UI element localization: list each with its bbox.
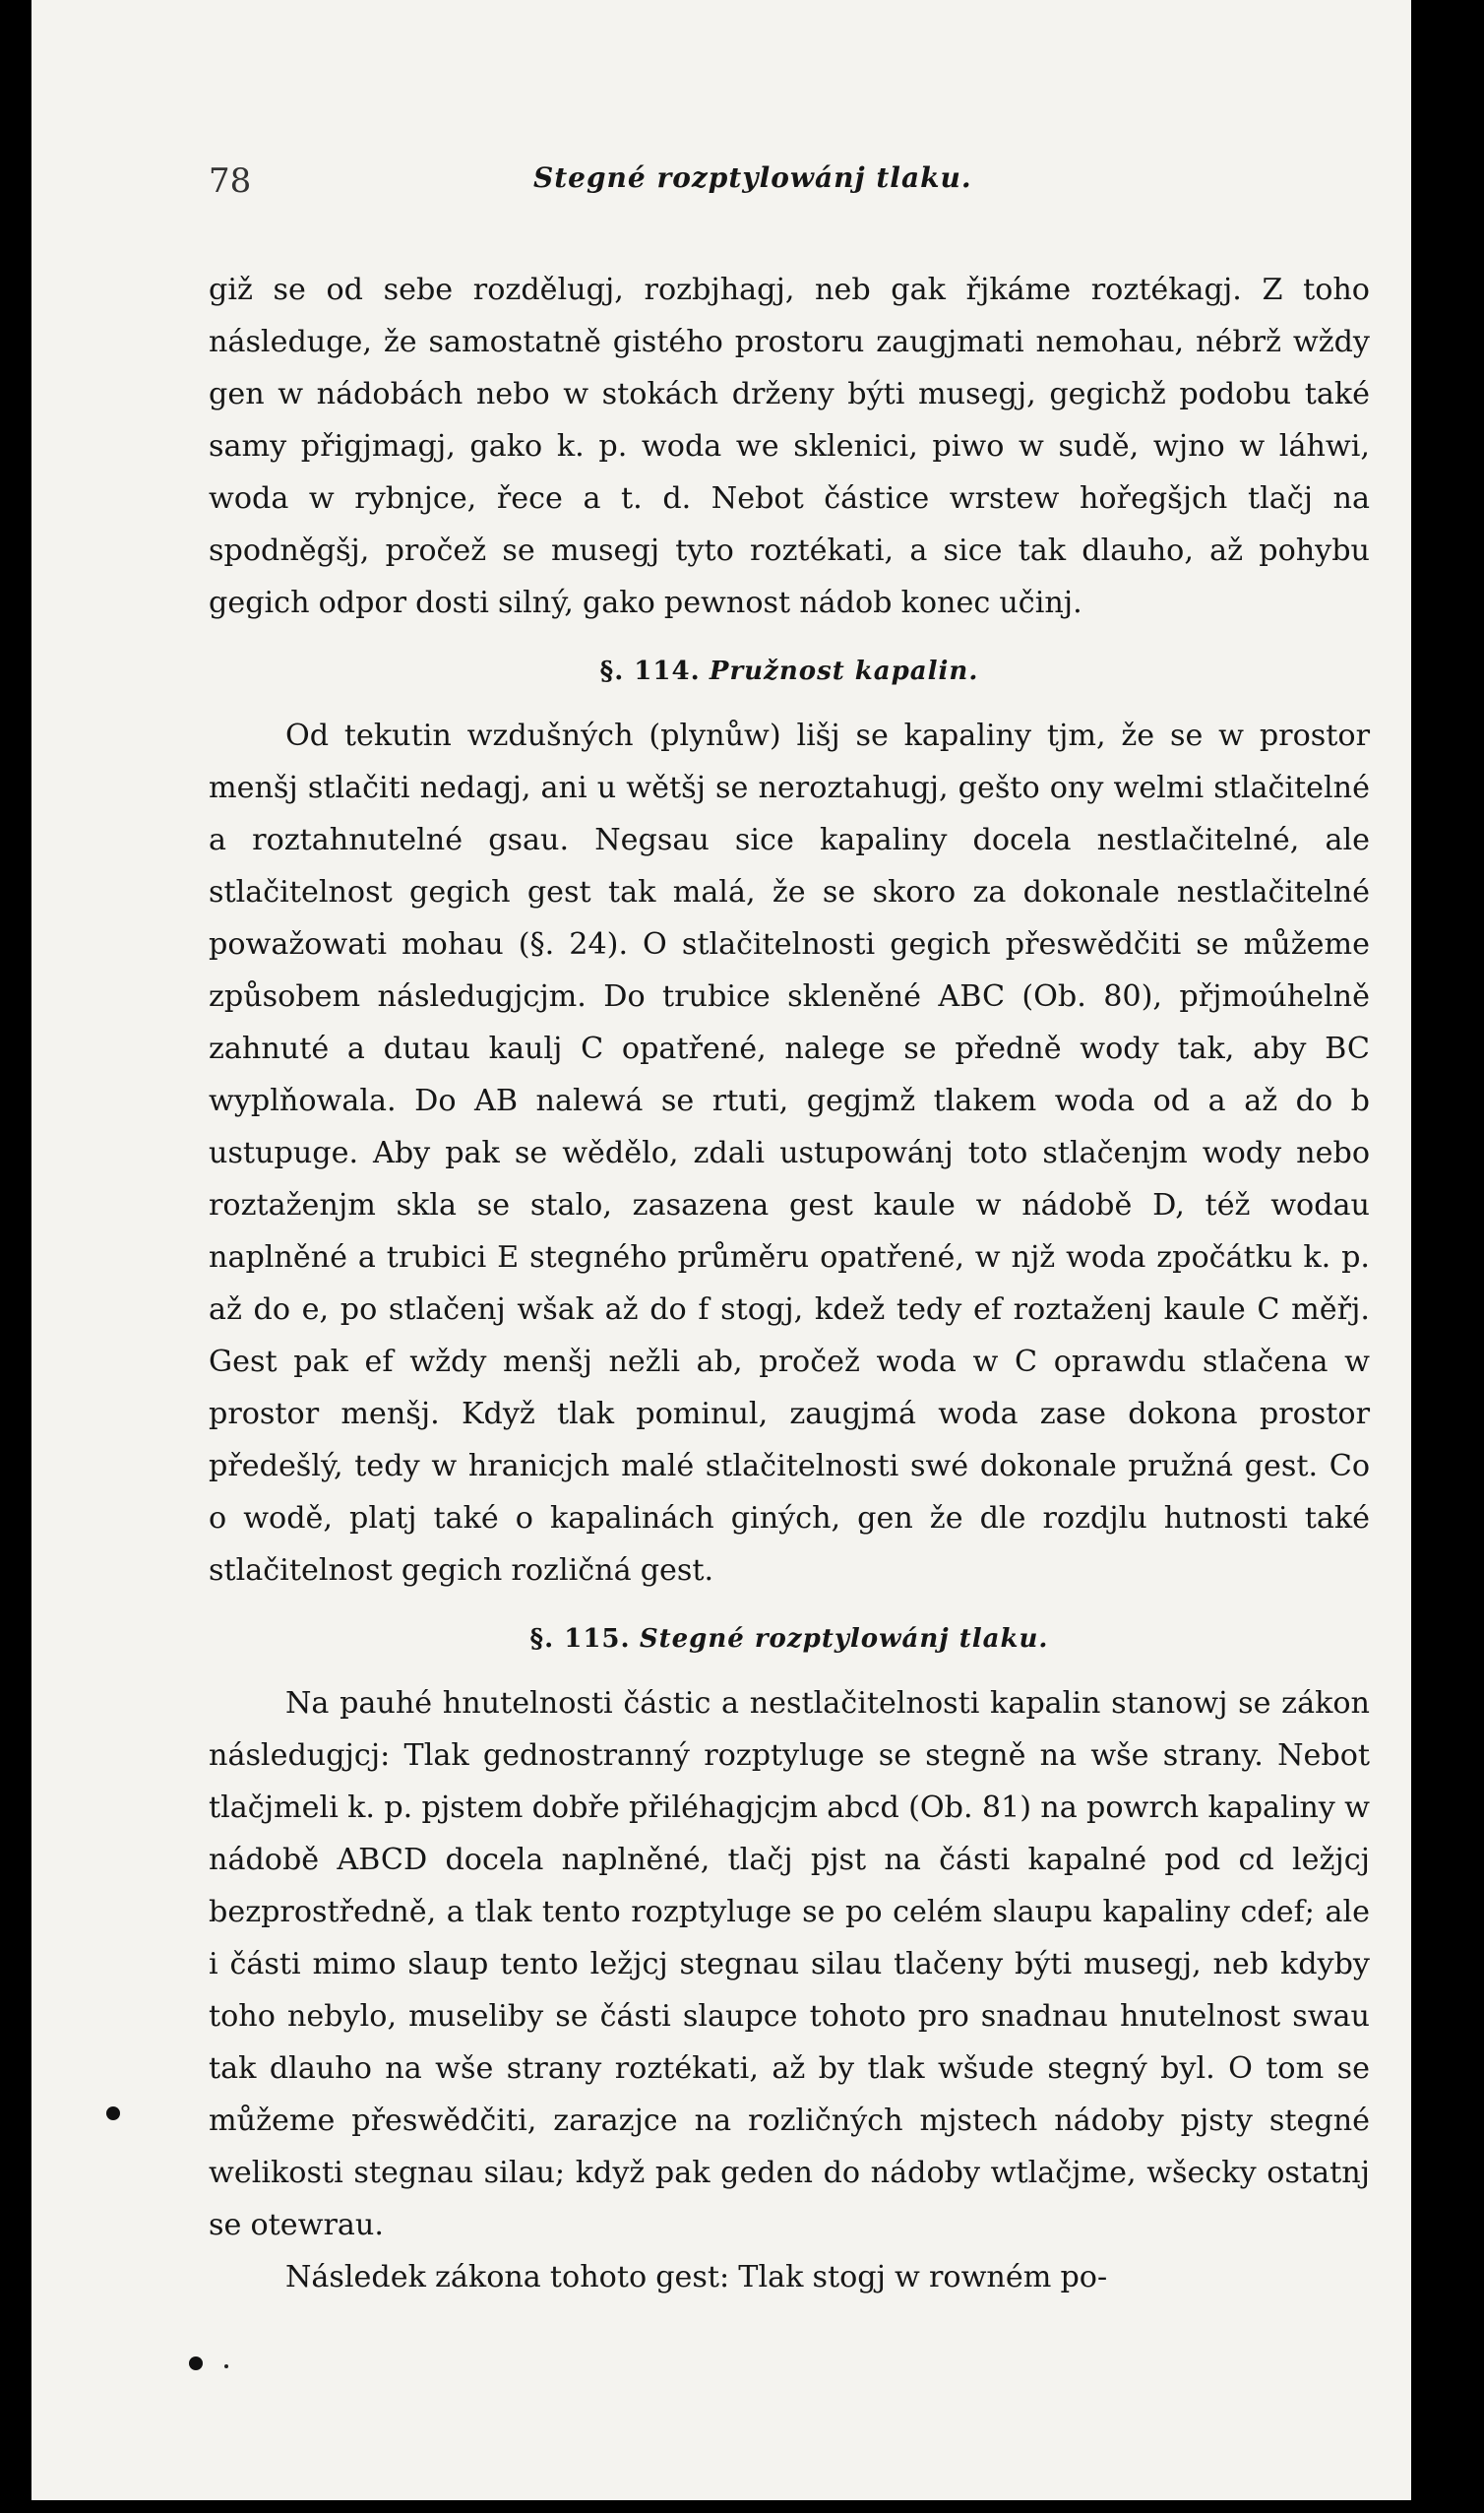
section-heading-114 — [209, 647, 1370, 696]
page-text-block — [209, 157, 1370, 2303]
ink-speck-mark — [224, 2364, 228, 2368]
section-title: Pružnost kapalin. — [709, 657, 979, 686]
paragraph-consequence: Následek zákona tohoto gest: Tlak stogj w rowném po- — [285, 2260, 1108, 2294]
running-head — [209, 157, 1370, 217]
ink-spot-mark — [189, 2356, 203, 2370]
page-number: 78 — [209, 161, 252, 201]
paragraph-elasticity: Od tekutin wzdušných (plynůw) lišj se kapaliny tjm, že se w prostor menšj stlačiti nedagj, ani u wětšj se neroztahugj, gešto ony welmi stlačitelné a roztahnutelné gsau. Negsau sice kapaliny docela nestlačitelné, ale stlačitelnost gegich gest tak malá, že se skoro za dokonale nestlačitelné powažowati mohau (§. 24). O stlačitelnosti gegich přeswědčiti se můžeme způsobem následugjcjm. Do trubice skleněné ABC (Ob. 80), přjmoúhelně zahnuté a dutau kaulj C opatřené, nalege se předně wody tak, aby BC wyplňowala. Do AB nalewá se rtuti, gegjmž tlakem woda od a až do b ustupuge. Aby pak se wědělo, zdali ustupowánj toto stlačenjm wody nebo roztaženjm skla se stalo, zasazena gest kaule w nádobě D, též wodau naplněné a trubici E stegného průměru opatřené, w njž woda zpočátku k. p. až do e, po stlačenj wšak až do f stogj, kdež tedy ef roztaženj kaule C měřj. Gest pak ef wždy menšj nežli ab, pročež woda w C oprawdu stlačena w prostor menšj. Když tlak pominul, zaugjmá woda zase dokona prostor předešlý, tedy w hranicjch malé stlačitelnosti swé dokonale pružná gest. Co o wodě, platj také o kapalinách giných, gen že dle rozdjlu hutnosti také stlačitelnost gegich rozličná gest. — [209, 719, 1370, 1588]
section-number: §. 114. — [599, 657, 701, 686]
section-number: §. 115. — [529, 1624, 631, 1654]
section-title: Stegné rozptylowánj tlaku. — [639, 1624, 1049, 1654]
paragraph-pressure-law: Na pauhé hnutelnosti částic a nestlačitelnosti kapalin stanowj se zákon následugjcj: Tlak gednostranný rozptyluge se stegně na wše strany. Nebot tlačjmeli k. p. pjstem dobře přiléhagjcjm abcd (Ob. 81) na powrch kapaliny w nádobě ABCD docela naplněné, tlačj pjst na části kapalné pod cd ležjcj bezprostředně, a tlak tento rozptyluge se po celém slaupu kapaliny cdef; ale i části mimo slaup tento ležjcj stegnau silau tlačeny býti musegj, neb kdyby toho nebylo, museliby se části slaupce tohoto pro snadnau hnutelnost swau tak dlauho na wše strany roztékati, až by tlak wšude stegný byl. O tom se můžeme přeswědčiti, zarazjce na rozličných mjstech nádoby pjsty stegné welikosti stegnau silau; když pak geden do nádoby wtlačjme, wšecky ostatnj se otewrau. — [209, 1686, 1370, 2242]
running-title: Stegné rozptylowánj tlaku. — [533, 161, 972, 194]
paragraph-continuation: giž se od sebe rozdělugj, rozbjhagj, neb gak řjkáme roztékagj. Z toho následuge, že samostatně gistého prostoru zaugjmati nemohau, nébrž wždy gen w nádobách nebo w stokách drženy býti musegj, gegichž podobu také samy přigjmagj, gako k. p. woda we sklenici, piwo w sudě, wjno w láhwi, woda w rybnjce, řece a t. d. Nebot částice wrstew hořegšjch tlačj na spodněgšj, pročež se musegj tyto roztékati, a sice tak dlauho, až pohybu gegich odpor dosti silný, gako pewnost nádob konec učinj. — [209, 273, 1370, 620]
section-heading-115 — [209, 1614, 1370, 1664]
ink-spot-mark — [106, 2106, 120, 2120]
book-page — [31, 0, 1411, 2500]
